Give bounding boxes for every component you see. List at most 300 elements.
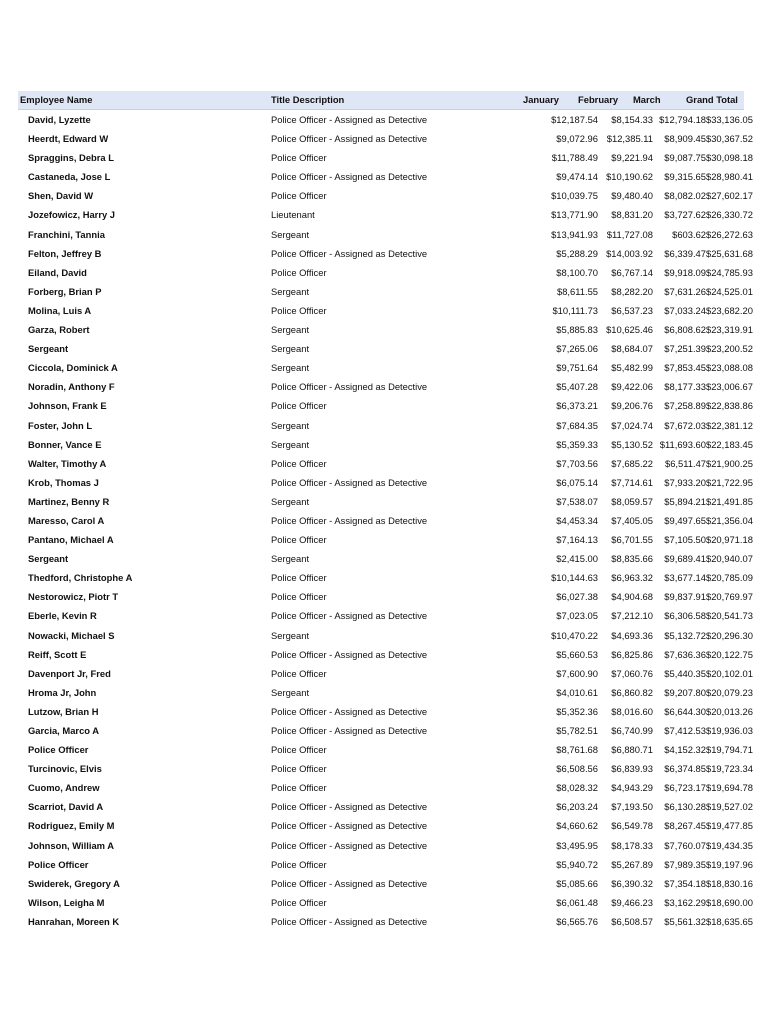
february-cell: $6,537.23 <box>611 304 653 316</box>
grand-total-cell: $27,602.17 <box>706 190 753 202</box>
february-cell: $6,508.57 <box>611 915 653 927</box>
march-cell: $7,354.18 <box>664 877 706 889</box>
title-description-cell: Police Officer <box>271 534 327 546</box>
table-body <box>18 110 753 931</box>
employee-name-cell: Davenport Jr, Fred <box>28 667 111 679</box>
title-description-cell: Sergeant <box>271 553 310 565</box>
february-cell: $11,727.08 <box>606 228 653 240</box>
grand-total-cell: $18,830.16 <box>706 877 753 889</box>
employee-name-cell: Johnson, Frank E <box>28 400 107 412</box>
grand-total-cell: $20,296.30 <box>706 629 753 641</box>
employee-name-cell: David, Lyzette <box>28 114 91 125</box>
grand-total-cell: $20,122.75 <box>706 648 753 660</box>
february-cell: $6,963.32 <box>611 572 653 584</box>
grand-total-cell: $24,525.01 <box>706 285 753 297</box>
march-cell: $7,760.07 <box>664 839 706 851</box>
february-cell: $8,016.60 <box>611 705 653 717</box>
grand-total-cell: $19,527.02 <box>706 801 753 813</box>
february-cell: $5,267.89 <box>611 858 653 870</box>
employee-name-cell: Cuomo, Andrew <box>28 782 100 794</box>
february-cell: $8,154.33 <box>611 114 653 125</box>
title-description-cell: Police Officer - Assigned as Detective <box>271 725 428 736</box>
february-cell: $7,405.05 <box>611 514 653 526</box>
january-cell: $5,782.51 <box>556 725 598 736</box>
table-row <box>18 797 753 816</box>
january-cell: $5,407.28 <box>556 381 598 393</box>
grand-total-cell: $19,936.03 <box>706 725 753 736</box>
table-row <box>18 893 753 912</box>
grand-total-cell: $18,690.00 <box>706 896 753 908</box>
january-cell: $8,100.70 <box>556 266 598 278</box>
january-cell: $11,788.49 <box>551 152 598 164</box>
march-cell: $6,130.28 <box>664 801 706 813</box>
march-cell: $8,909.45 <box>664 133 706 145</box>
grand-total-cell: $23,088.08 <box>706 362 753 374</box>
grand-total-cell: $21,356.04 <box>706 514 753 526</box>
february-cell: $8,684.07 <box>611 343 653 355</box>
table-row <box>18 377 753 396</box>
title-description-cell: Police Officer <box>271 763 327 775</box>
table-row <box>18 778 753 797</box>
january-cell: $8,611.55 <box>556 285 598 297</box>
grand-total-cell: $19,723.34 <box>706 763 753 775</box>
table-row <box>18 855 753 874</box>
table-row <box>18 244 753 263</box>
employee-name-cell: Forberg, Brian P <box>28 285 102 297</box>
table-row <box>18 683 753 702</box>
january-cell: $6,027.38 <box>556 591 598 603</box>
employee-name-cell: Castaneda, Jose L <box>28 171 111 183</box>
grand-total-cell: $26,272.63 <box>706 228 753 240</box>
employee-name-cell: Krob, Thomas J <box>28 476 99 488</box>
header-title-description: Title Description <box>271 94 345 105</box>
employee-name-cell: Thedford, Christophe A <box>28 572 133 584</box>
january-cell: $8,761.68 <box>556 744 598 756</box>
employee-name-cell: Sergeant <box>28 553 69 565</box>
march-cell: $9,918.09 <box>664 266 706 278</box>
february-cell: $6,767.14 <box>611 266 653 278</box>
employee-name-cell: Police Officer <box>28 744 89 756</box>
title-description-cell: Police Officer <box>271 190 327 202</box>
march-cell: $6,306.58 <box>664 610 706 622</box>
grand-total-cell: $23,006.67 <box>706 381 753 393</box>
grand-total-cell: $21,722.95 <box>706 476 753 488</box>
employee-name-cell: Wilson, Leigha M <box>28 896 105 908</box>
title-description-cell: Police Officer <box>271 152 327 164</box>
title-description-cell: Police Officer - Assigned as Detective <box>271 839 428 851</box>
title-description-cell: Police Officer <box>271 782 327 794</box>
employee-name-cell: Noradin, Anthony F <box>28 381 115 393</box>
table-row <box>18 186 753 205</box>
february-cell: $8,282.20 <box>611 285 653 297</box>
february-cell: $10,625.46 <box>606 324 653 336</box>
title-description-cell: Police Officer - Assigned as Detective <box>271 514 428 526</box>
employee-name-cell: Bonner, Vance E <box>28 438 102 450</box>
title-description-cell: Police Officer - Assigned as Detective <box>271 381 428 393</box>
title-description-cell: Police Officer <box>271 896 327 908</box>
february-cell: $5,130.52 <box>611 438 653 450</box>
march-cell: $7,251.39 <box>664 343 706 355</box>
grand-total-cell: $28,980.41 <box>706 171 753 183</box>
january-cell: $3,495.95 <box>556 839 598 851</box>
february-cell: $8,831.20 <box>611 209 653 221</box>
table-row <box>18 396 753 415</box>
march-cell: $9,315.65 <box>664 171 706 183</box>
march-cell: $7,933.20 <box>664 476 706 488</box>
february-cell: $4,943.29 <box>611 782 653 794</box>
january-cell: $12,187.54 <box>551 114 598 125</box>
january-cell: $13,771.90 <box>551 209 598 221</box>
grand-total-cell: $19,694.78 <box>706 782 753 794</box>
march-cell: $6,644.30 <box>664 705 706 717</box>
march-cell: $5,132.72 <box>664 629 706 641</box>
employee-name-cell: Garcia, Marco A <box>28 725 100 736</box>
table-row <box>18 225 753 244</box>
march-cell: $7,636.36 <box>664 648 706 660</box>
january-cell: $4,453.34 <box>556 514 598 526</box>
title-description-cell: Sergeant <box>271 324 310 336</box>
title-description-cell: Sergeant <box>271 629 310 641</box>
employee-name-cell: Felton, Jeffrey B <box>28 247 102 259</box>
february-cell: $4,693.36 <box>611 629 653 641</box>
grand-total-cell: $22,381.12 <box>706 419 753 431</box>
march-cell: $7,853.45 <box>664 362 706 374</box>
february-cell: $8,178.33 <box>611 839 653 851</box>
february-cell: $6,860.82 <box>611 686 653 698</box>
grand-total-cell: $20,971.18 <box>706 534 753 546</box>
grand-total-cell: $19,197.96 <box>706 858 753 870</box>
table-row <box>18 205 753 224</box>
grand-total-cell: $19,477.85 <box>706 820 753 832</box>
march-cell: $5,440.35 <box>664 667 706 679</box>
grand-total-cell: $23,200.52 <box>706 343 753 355</box>
january-cell: $10,039.75 <box>551 190 598 202</box>
march-cell: $7,105.50 <box>664 534 706 546</box>
january-cell: $6,203.24 <box>556 801 598 813</box>
january-cell: $7,684.35 <box>556 419 598 431</box>
january-cell: $7,265.06 <box>556 343 598 355</box>
february-cell: $10,190.62 <box>606 171 653 183</box>
grand-total-cell: $23,682.20 <box>706 304 753 316</box>
grand-total-cell: $24,785.93 <box>706 266 753 278</box>
title-description-cell: Police Officer <box>271 572 327 584</box>
february-cell: $9,422.06 <box>611 381 653 393</box>
title-description-cell: Sergeant <box>271 285 310 297</box>
grand-total-cell: $22,183.45 <box>706 438 753 450</box>
february-cell: $6,549.78 <box>611 820 653 832</box>
header-february: February <box>578 94 619 105</box>
march-cell: $6,808.62 <box>664 324 706 336</box>
january-cell: $7,600.90 <box>556 667 598 679</box>
employee-name-cell: Lutzow, Brian H <box>28 705 99 717</box>
employee-name-cell: Franchini, Tannia <box>28 228 105 240</box>
february-cell: $9,466.23 <box>611 896 653 908</box>
title-description-cell: Police Officer <box>271 400 327 412</box>
january-cell: $9,751.64 <box>556 362 598 374</box>
employee-name-cell: Walter, Timothy A <box>28 457 107 469</box>
title-description-cell: Police Officer - Assigned as Detective <box>271 114 428 125</box>
march-cell: $7,412.53 <box>664 725 706 736</box>
february-cell: $6,880.71 <box>611 744 653 756</box>
grand-total-cell: $20,013.26 <box>706 705 753 717</box>
february-cell: $6,839.93 <box>611 763 653 775</box>
title-description-cell: Police Officer <box>271 591 327 603</box>
march-cell: $8,082.02 <box>664 190 706 202</box>
title-description-cell: Sergeant <box>271 228 310 240</box>
table-row <box>18 320 753 339</box>
title-description-cell: Police Officer <box>271 304 327 316</box>
march-cell: $9,689.41 <box>664 553 706 565</box>
employee-name-cell: Nowacki, Michael S <box>28 629 115 641</box>
january-cell: $7,164.13 <box>556 534 598 546</box>
march-cell: $4,152.32 <box>664 744 706 756</box>
table-row <box>18 530 753 549</box>
title-description-cell: Sergeant <box>271 343 310 355</box>
march-cell: $6,339.47 <box>664 247 706 259</box>
grand-total-cell: $25,631.68 <box>706 247 753 259</box>
grand-total-cell: $30,098.18 <box>706 152 753 164</box>
grand-total-cell: $23,319.91 <box>706 324 753 336</box>
table-row <box>18 358 753 377</box>
table-row <box>18 549 753 568</box>
employee-name-cell: Maresso, Carol A <box>28 514 105 526</box>
january-cell: $6,075.14 <box>556 476 598 488</box>
title-description-cell: Sergeant <box>271 419 310 431</box>
grand-total-cell: $22,838.86 <box>706 400 753 412</box>
january-cell: $5,288.29 <box>556 247 598 259</box>
march-cell: $5,894.21 <box>664 495 706 507</box>
march-cell: $7,672.03 <box>664 419 706 431</box>
march-cell: $9,087.75 <box>664 152 706 164</box>
january-cell: $5,660.53 <box>556 648 598 660</box>
employee-name-cell: Molina, Luis A <box>28 304 92 316</box>
table-row <box>18 454 753 473</box>
january-cell: $7,538.07 <box>556 495 598 507</box>
march-cell: $11,693.60 <box>659 438 706 450</box>
january-cell: $6,061.48 <box>556 896 598 908</box>
table-row <box>18 721 753 740</box>
title-description-cell: Police Officer - Assigned as Detective <box>271 801 428 813</box>
march-cell: $7,631.26 <box>664 285 706 297</box>
table-row <box>18 148 753 167</box>
payroll-table <box>18 91 753 931</box>
february-cell: $7,060.76 <box>611 667 653 679</box>
january-cell: $2,415.00 <box>556 553 598 565</box>
title-description-cell: Police Officer <box>271 858 327 870</box>
january-cell: $7,023.05 <box>556 610 598 622</box>
march-cell: $6,374.85 <box>664 763 706 775</box>
january-cell: $8,028.32 <box>556 782 598 794</box>
march-cell: $8,177.33 <box>664 381 706 393</box>
table-row <box>18 129 753 148</box>
march-cell: $5,561.32 <box>664 915 706 927</box>
january-cell: $6,373.21 <box>556 400 598 412</box>
title-description-cell: Police Officer <box>271 667 327 679</box>
january-cell: $5,940.72 <box>556 858 598 870</box>
march-cell: $7,989.35 <box>664 858 706 870</box>
grand-total-cell: $20,079.23 <box>706 686 753 698</box>
table-row <box>18 626 753 645</box>
january-cell: $9,474.14 <box>556 171 598 183</box>
employee-name-cell: Eberle, Kevin R <box>28 610 97 622</box>
employee-name-cell: Garza, Robert <box>28 324 90 336</box>
title-description-cell: Police Officer <box>271 457 327 469</box>
employee-name-cell: Spraggins, Debra L <box>28 152 114 164</box>
january-cell: $4,660.62 <box>556 820 598 832</box>
grand-total-cell: $21,491.85 <box>706 495 753 507</box>
employee-name-cell: Johnson, William A <box>28 839 115 851</box>
title-description-cell: Police Officer - Assigned as Detective <box>271 133 428 145</box>
employee-name-cell: Heerdt, Edward W <box>28 133 109 145</box>
table-row <box>18 167 753 186</box>
table-row <box>18 836 753 855</box>
table-row <box>18 664 753 683</box>
february-cell: $6,701.55 <box>611 534 653 546</box>
table-row <box>18 759 753 778</box>
employee-name-cell: Swiderek, Gregory A <box>28 877 120 889</box>
employee-name-cell: Shen, David W <box>28 190 94 202</box>
header-grand-total: Grand Total <box>686 94 738 105</box>
february-cell: $6,390.32 <box>611 877 653 889</box>
february-cell: $7,193.50 <box>611 801 653 813</box>
title-description-cell: Police Officer - Assigned as Detective <box>271 610 428 622</box>
title-description-cell: Police Officer - Assigned as Detective <box>271 171 428 183</box>
february-cell: $7,024.74 <box>611 419 653 431</box>
table-row <box>18 568 753 587</box>
employee-name-cell: Hroma Jr, John <box>28 686 97 698</box>
title-description-cell: Sergeant <box>271 686 310 698</box>
february-cell: $8,835.66 <box>611 553 653 565</box>
table-row <box>18 511 753 530</box>
march-cell: $6,723.17 <box>664 782 706 794</box>
header-january: January <box>523 94 559 105</box>
march-cell: $3,162.29 <box>664 896 706 908</box>
title-description-cell: Police Officer - Assigned as Detective <box>271 915 428 927</box>
title-description-cell: Police Officer - Assigned as Detective <box>271 476 428 488</box>
grand-total-cell: $20,785.09 <box>706 572 753 584</box>
title-description-cell: Police Officer <box>271 266 327 278</box>
february-cell: $12,385.11 <box>606 133 653 145</box>
grand-total-cell: $30,367.52 <box>706 133 753 145</box>
february-cell: $7,685.22 <box>611 457 653 469</box>
february-cell: $6,740.99 <box>611 725 653 736</box>
table-header-row <box>18 91 744 110</box>
march-cell: $8,267.45 <box>664 820 706 832</box>
table-row <box>18 110 753 129</box>
table-row <box>18 740 753 759</box>
title-description-cell: Police Officer - Assigned as Detective <box>271 247 428 259</box>
title-description-cell: Sergeant <box>271 362 310 374</box>
march-cell: $603.62 <box>672 228 706 240</box>
table-row <box>18 587 753 606</box>
table-row <box>18 645 753 664</box>
table-row <box>18 301 753 320</box>
january-cell: $9,072.96 <box>556 133 598 145</box>
title-description-cell: Police Officer - Assigned as Detective <box>271 705 428 717</box>
employee-name-cell: Foster, John L <box>28 419 93 431</box>
grand-total-cell: $33,136.05 <box>706 114 753 125</box>
employee-name-cell: Reiff, Scott E <box>28 648 87 660</box>
table-row <box>18 282 753 301</box>
january-cell: $6,508.56 <box>556 763 598 775</box>
january-cell: $5,352.36 <box>556 705 598 717</box>
february-cell: $4,904.68 <box>611 591 653 603</box>
march-cell: $6,511.47 <box>664 457 706 469</box>
february-cell: $14,003.92 <box>606 247 653 259</box>
employee-name-cell: Jozefowicz, Harry J <box>28 209 116 221</box>
table-row <box>18 473 753 492</box>
january-cell: $10,111.73 <box>552 304 598 316</box>
table-row <box>18 492 753 511</box>
grand-total-cell: $20,769.97 <box>706 591 753 603</box>
february-cell: $7,714.61 <box>611 476 653 488</box>
table-row <box>18 606 753 625</box>
january-cell: $6,565.76 <box>556 915 598 927</box>
title-description-cell: Police Officer - Assigned as Detective <box>271 820 428 832</box>
employee-name-cell: Rodriguez, Emily M <box>28 820 115 832</box>
grand-total-cell: $18,635.65 <box>706 915 753 927</box>
march-cell: $3,677.14 <box>664 572 706 584</box>
february-cell: $7,212.10 <box>611 610 653 622</box>
january-cell: $5,885.83 <box>556 324 598 336</box>
march-cell: $12,794.18 <box>659 114 706 125</box>
january-cell: $5,359.33 <box>556 438 598 450</box>
march-cell: $9,497.65 <box>664 514 706 526</box>
march-cell: $3,727.62 <box>664 209 706 221</box>
employee-name-cell: Martinez, Benny R <box>28 495 110 507</box>
january-cell: $7,703.56 <box>556 457 598 469</box>
grand-total-cell: $21,900.25 <box>706 457 753 469</box>
table-row <box>18 435 753 454</box>
grand-total-cell: $20,940.07 <box>706 553 753 565</box>
january-cell: $13,941.93 <box>551 228 598 240</box>
grand-total-cell: $19,434.35 <box>706 839 753 851</box>
grand-total-cell: $20,541.73 <box>706 610 753 622</box>
march-cell: $9,207.80 <box>664 686 706 698</box>
title-description-cell: Police Officer - Assigned as Detective <box>271 648 428 660</box>
february-cell: $6,825.86 <box>611 648 653 660</box>
february-cell: $9,480.40 <box>611 190 653 202</box>
title-description-cell: Sergeant <box>271 495 310 507</box>
employee-name-cell: Eiland, David <box>28 266 87 278</box>
header-march: March <box>633 94 661 105</box>
january-cell: $10,144.63 <box>551 572 598 584</box>
february-cell: $9,206.76 <box>611 400 653 412</box>
march-cell: $9,837.91 <box>664 591 706 603</box>
january-cell: $5,085.66 <box>556 877 598 889</box>
title-description-cell: Sergeant <box>271 438 310 450</box>
february-cell: $9,221.94 <box>611 152 653 164</box>
january-cell: $10,470.22 <box>551 629 598 641</box>
title-description-cell: Police Officer - Assigned as Detective <box>271 877 428 889</box>
header-employee-name: Employee Name <box>20 94 93 105</box>
employee-name-cell: Scarriot, David A <box>28 801 104 813</box>
march-cell: $7,258.89 <box>664 400 706 412</box>
employee-name-cell: Hanrahan, Moreen K <box>28 915 120 927</box>
title-description-cell: Police Officer <box>271 744 327 756</box>
title-description-cell: Lieutenant <box>271 209 315 221</box>
table-row <box>18 416 753 435</box>
grand-total-cell: $20,102.01 <box>706 667 753 679</box>
employee-name-cell: Nestorowicz, Piotr T <box>28 591 119 603</box>
employee-name-cell: Ciccola, Dominick A <box>28 362 118 374</box>
employee-name-cell: Sergeant <box>28 343 69 355</box>
employee-name-cell: Pantano, Michael A <box>28 534 114 546</box>
employee-name-cell: Turcinovic, Elvis <box>28 763 102 775</box>
table-row <box>18 263 753 282</box>
february-cell: $5,482.99 <box>611 362 653 374</box>
february-cell: $8,059.57 <box>611 495 653 507</box>
